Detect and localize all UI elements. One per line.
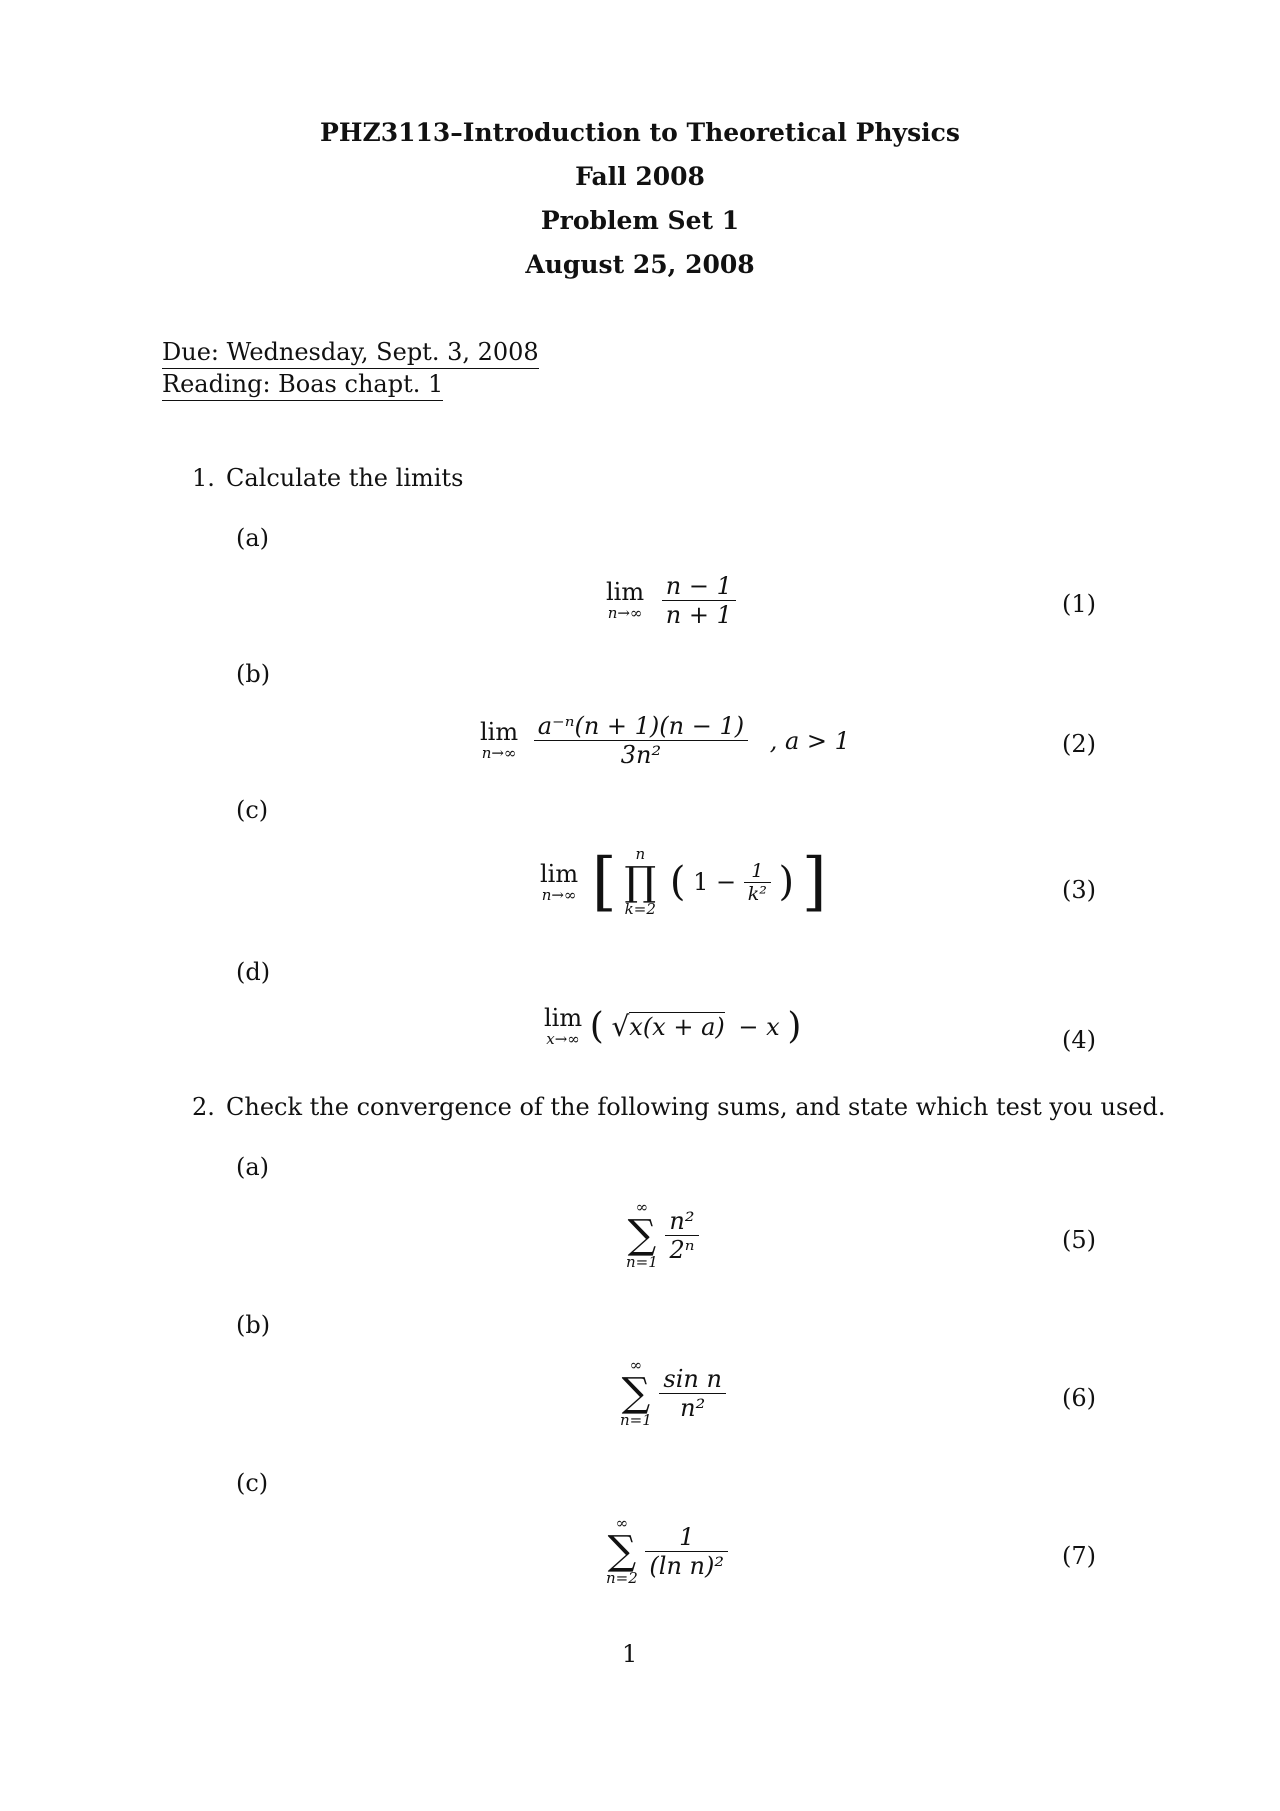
equation-2 [480, 712, 850, 769]
fraction: $\frac{\text{sin n}}{\text{n²}}$ [659, 1365, 726, 1422]
right-paren: ) [787, 1006, 802, 1047]
due-date: Due: Wednesday, Sept. 3, 2008 [162, 338, 539, 369]
equation-5 [626, 1200, 699, 1270]
equation-3 [540, 845, 827, 919]
condition: , a > 1 [769, 726, 850, 755]
right-bracket: ] [801, 845, 827, 919]
equation-number: (2) [1062, 730, 1096, 758]
limit-operator: lim x→∞ [544, 1004, 583, 1048]
problem-1-number: 1. [192, 464, 215, 492]
part-label: (d) [236, 958, 271, 986]
equation-number: (4) [1062, 1026, 1096, 1054]
sum-operator: ∞ ∑ n=2 [606, 1514, 638, 1587]
equation-7 [606, 1516, 728, 1586]
sum-operator: ∞ ∑ n=1 [626, 1198, 658, 1271]
equation-number: (6) [1062, 1384, 1096, 1412]
left-paren: ( [589, 1006, 604, 1047]
part-label: (b) [236, 660, 271, 688]
problem-1-text: Calculate the limits [226, 464, 464, 492]
fraction: $\frac{n - 1}{n + 1}$ [662, 572, 736, 629]
one-minus: 1 − [693, 868, 737, 896]
term: Fall 2008 [575, 162, 705, 191]
problem-set-title: Problem Set 1 [540, 206, 740, 235]
fraction: $\frac{\text{a⁻ⁿ(n + 1)(n − 1)}}{\text{3n²}}$ [534, 712, 748, 769]
equation-number: (5) [1062, 1226, 1096, 1254]
part-label: (b) [236, 1311, 271, 1339]
limit-operator: lim n→∞ [480, 718, 519, 762]
right-paren: ) [778, 859, 795, 905]
minus-x: − x [738, 1012, 780, 1041]
limit-operator: lim n→∞ [606, 578, 645, 622]
equation-4 [544, 1006, 801, 1047]
equation-1 [606, 572, 736, 629]
reading: Reading: Boas chapt. 1 [162, 370, 443, 401]
part-label: (c) [236, 1469, 269, 1497]
left-paren: ( [669, 859, 686, 905]
part-label: (a) [236, 1153, 270, 1181]
problem-2-number: 2. [192, 1093, 215, 1121]
equation-number: (3) [1062, 876, 1096, 904]
course-title: PHZ3113–Introduction to Theoretical Physics [320, 118, 960, 147]
page-number: 1 [622, 1640, 638, 1668]
equation-number: (1) [1062, 590, 1096, 618]
equation-number: (7) [1062, 1542, 1096, 1570]
limit-operator: lim n→∞ [540, 859, 579, 904]
left-bracket: [ [591, 845, 617, 919]
date: August 25, 2008 [525, 250, 755, 279]
part-label: (a) [236, 524, 270, 552]
part-label: (c) [236, 796, 269, 824]
product-operator: n ∏ k=2 [624, 845, 657, 918]
equation-6 [620, 1358, 726, 1428]
fraction: $\frac{\text{n²}}{\text{2ⁿ}}$ [665, 1207, 698, 1264]
fraction: $\frac{1}{\text{k²}}$ [744, 860, 771, 905]
sqrt-argument: x(x + a) [629, 1012, 725, 1041]
problem-2-text: Check the convergence of the following sums, and state which test you used. [226, 1093, 1166, 1121]
sum-operator: ∞ ∑ n=1 [620, 1356, 652, 1429]
fraction: $\frac{1}{\text{(ln n)²}}$ [645, 1523, 728, 1580]
sqrt-icon: √ [611, 1010, 630, 1043]
